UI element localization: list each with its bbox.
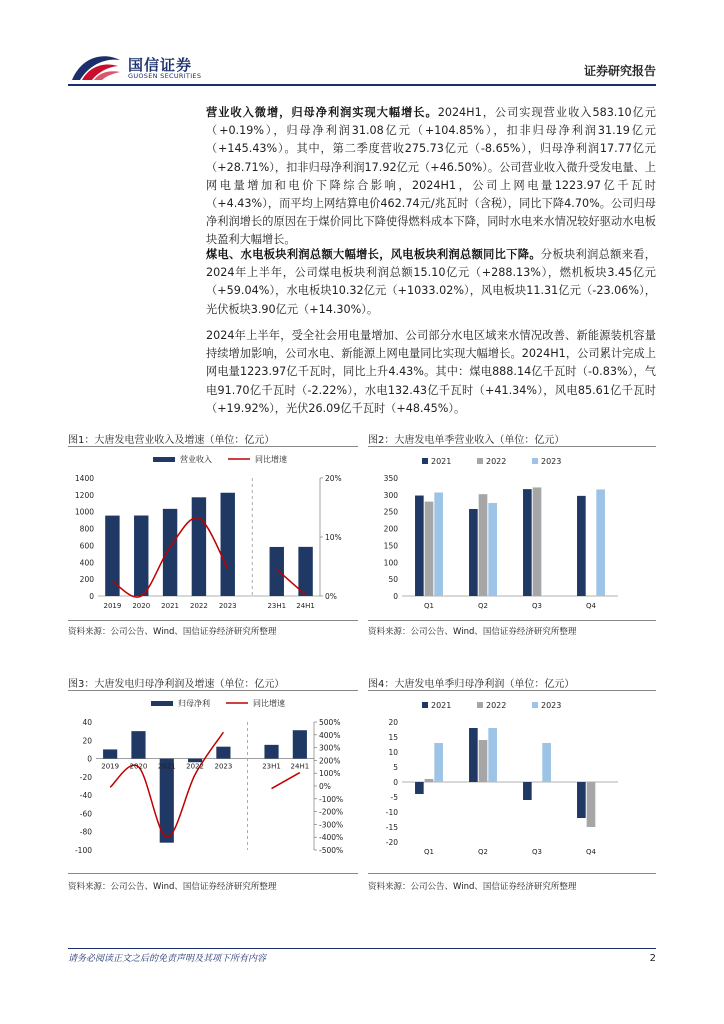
bar-2023 bbox=[221, 493, 235, 596]
y-tick-label: 15 bbox=[388, 733, 398, 742]
y-tick-label: -100 bbox=[74, 846, 92, 855]
bar-2022-Q2 bbox=[479, 494, 488, 596]
y-tick-label: 150 bbox=[383, 541, 398, 551]
y-tick-label: 1000 bbox=[74, 507, 94, 517]
legend-label: 2021 bbox=[431, 457, 452, 466]
y2-tick-label: -200% bbox=[319, 807, 344, 817]
bar-2023-Q2 bbox=[488, 728, 497, 782]
figure-2-rule bbox=[368, 446, 656, 447]
y-tick-label: 1200 bbox=[74, 490, 94, 500]
bar-2022 bbox=[192, 497, 206, 596]
x-tick-label: Q4 bbox=[586, 602, 596, 610]
figure-3-source: 资料来源：公司公告、Wind、国信证券经济研究所整理 bbox=[68, 882, 277, 892]
legend-label: 营业收入 bbox=[180, 455, 212, 464]
figure-4-svg bbox=[368, 692, 656, 872]
y-tick-label: 400 bbox=[79, 558, 94, 568]
y-tick-label: 50 bbox=[388, 575, 398, 585]
bar-2021-Q2 bbox=[469, 509, 478, 596]
y-tick-label: -20 bbox=[385, 838, 398, 847]
y-tick-label: 0 bbox=[393, 778, 398, 787]
legend-swatch bbox=[532, 458, 538, 464]
bar-2019 bbox=[103, 749, 117, 758]
paragraph-text: 2024年上半年，受全社会用电量增加、公司部分水电区域来水情况改善、新能源装机容量持续增加影响，公司水电、新能源上网电量同比实现大幅增长。2024H1，公司累计完成上网电量1223.97亿千瓦时，同比上升4.43%。其中：煤电888.14亿千瓦时（-0.83%），气电91.70亿千瓦时（-2.22%），水电132.43亿千瓦时（+41.34%），风电85.61亿千瓦时（+19.92%），光伏26.09亿千瓦时（+48.45%）。 bbox=[206, 329, 656, 415]
legend-swatch bbox=[422, 458, 428, 464]
figure-3-rule bbox=[68, 690, 358, 691]
figure-4-chart bbox=[368, 692, 656, 872]
bar-2023-Q3 bbox=[542, 743, 551, 782]
y-tick-label: 300 bbox=[383, 490, 398, 500]
legend-label: 同比增速 bbox=[253, 699, 285, 708]
y-tick-label: 100 bbox=[383, 558, 398, 568]
report-type: 证券研究报告 bbox=[583, 64, 656, 78]
legend-label: 同比增速 bbox=[255, 455, 287, 464]
x-tick-label: 2020 bbox=[132, 602, 151, 610]
legend-swatch bbox=[477, 458, 483, 464]
x-tick-label: 2019 bbox=[103, 602, 122, 610]
y-tick-label: -80 bbox=[79, 827, 92, 837]
bar-2021-Q3 bbox=[523, 489, 532, 596]
x-tick-label: 2021 bbox=[157, 762, 176, 771]
y-tick-label: -5 bbox=[390, 793, 398, 802]
x-tick-label: 2023 bbox=[214, 762, 233, 771]
header-divider bbox=[68, 84, 656, 86]
figure-1-source: 资料来源：公司公告、Wind、国信证券经济研究所整理 bbox=[68, 627, 277, 637]
figure-4-source: 资料来源：公司公告、Wind、国信证券经济研究所整理 bbox=[368, 882, 577, 892]
paragraph-lead: 煤电、水电板块利润总额大幅增长，风电板块利润总额同比下降。 bbox=[206, 248, 541, 261]
x-tick-label: 2020 bbox=[129, 762, 148, 771]
bar-2021-Q4 bbox=[577, 496, 586, 596]
bar-2020 bbox=[131, 731, 145, 758]
figure-3-svg bbox=[68, 692, 358, 872]
y2-tick-label: 200% bbox=[319, 756, 341, 766]
legend-label: 2021 bbox=[431, 701, 452, 710]
paragraph-text: 2024H1，公司实现营业收入583.10亿元（+0.19%），归母净利润31.08亿元（+104.85%），扣非归母净利润31.19亿元（+145.43%）。其中，第二季度营收275.73亿元（-8.65%），归母净利润17.77亿元（+28.71%），扣非归母净利润17.92亿元（+46.50%）。公司营业收入微升受发电量、上网电量增加和电价下降综合影响，2024H1，公司上网电量1223.97亿千瓦时（+4.43%），而平均上网结算电价462.74元/兆瓦时（含税），同比下降4.70%。公司归母净利润增长的原因在于煤价同比下降使得燃料成本下降，同时水电来水情况较好驱动水电板块盈利大幅增长。 bbox=[206, 106, 656, 247]
y-tick-label: -15 bbox=[385, 823, 398, 832]
bar-2022-Q1 bbox=[425, 502, 434, 596]
y-tick-label: 1400 bbox=[74, 474, 94, 483]
bar-24H1 bbox=[298, 547, 312, 596]
legend-label: 2023 bbox=[541, 457, 562, 466]
bar-2023-Q1 bbox=[434, 743, 443, 782]
figure-3-chart bbox=[68, 692, 358, 872]
paragraph-revenue bbox=[206, 104, 656, 250]
y2-tick-label: 0% bbox=[325, 592, 337, 601]
y-tick-label: -60 bbox=[79, 809, 92, 819]
footer-divider bbox=[68, 948, 656, 949]
company-name-cn: 国信证券 bbox=[128, 56, 193, 74]
figure-1-chart bbox=[68, 448, 358, 620]
company-name-en: GUOSEN SECURITIES bbox=[128, 72, 202, 80]
figure-2-title: 图2：大唐发电单季营业收入（单位：亿元） bbox=[368, 435, 565, 446]
bar-2023-Q2 bbox=[488, 503, 497, 596]
y-tick-label: 40 bbox=[82, 718, 92, 727]
x-tick-label: Q1 bbox=[424, 848, 434, 856]
bar-2021-Q4 bbox=[577, 782, 586, 818]
figure-4-title: 图4：大唐发电单季归母净利润（单位：亿元） bbox=[368, 679, 575, 690]
x-tick-label: 2019 bbox=[101, 762, 120, 771]
y2-tick-label: -300% bbox=[319, 820, 344, 830]
footer-disclaimer: 请务必阅读正文之后的免责声明及其项下所有内容 bbox=[68, 954, 267, 964]
legend-swatch bbox=[532, 702, 538, 708]
x-tick-label: Q4 bbox=[586, 848, 596, 856]
x-tick-label: 2022 bbox=[189, 602, 208, 610]
figure-1-bottom-rule bbox=[68, 620, 358, 621]
y2-tick-label: 300% bbox=[319, 743, 341, 753]
legend-swatch bbox=[153, 457, 175, 462]
paragraph-segments bbox=[206, 246, 656, 319]
legend-swatch bbox=[477, 702, 483, 708]
bar-2021 bbox=[163, 509, 177, 596]
figure-1-title: 图1：大唐发电营业收入及增速（单位：亿元） bbox=[68, 435, 275, 446]
bar-2019 bbox=[105, 516, 119, 596]
bar-2023 bbox=[216, 747, 230, 759]
bar-2020 bbox=[134, 516, 148, 596]
bar-23H1 bbox=[270, 547, 284, 596]
growth-line-half-year bbox=[272, 773, 300, 789]
y-tick-label: 0 bbox=[87, 754, 92, 764]
legend-swatch bbox=[422, 702, 428, 708]
y2-tick-label: 20% bbox=[325, 474, 342, 483]
bar-2021-Q2 bbox=[469, 728, 478, 782]
paragraph-lead: 营业收入微增，归母净利润实现大幅增长。 bbox=[206, 106, 438, 119]
figure-1-rule bbox=[68, 446, 358, 447]
bar-2022-Q1 bbox=[425, 779, 434, 782]
legend-label: 2023 bbox=[541, 701, 562, 710]
figure-4-rule bbox=[368, 690, 656, 691]
x-tick-label: 2022 bbox=[186, 762, 205, 771]
x-tick-label: Q1 bbox=[424, 602, 434, 610]
bar-2022-Q4 bbox=[587, 782, 596, 827]
bar-2021-Q1 bbox=[415, 496, 424, 596]
bar-2022-Q2 bbox=[479, 740, 488, 782]
y-tick-label: 800 bbox=[79, 524, 94, 534]
y2-tick-label: 10% bbox=[325, 533, 342, 542]
y2-tick-label: -400% bbox=[319, 833, 344, 843]
x-tick-label: Q3 bbox=[532, 848, 542, 856]
figure-2-bottom-rule bbox=[368, 620, 656, 621]
x-tick-label: 23H1 bbox=[267, 602, 287, 610]
legend-label: 归母净利 bbox=[178, 699, 210, 708]
x-tick-label: Q3 bbox=[532, 602, 542, 610]
y-tick-label: 5 bbox=[393, 763, 398, 772]
y2-tick-label: 0% bbox=[319, 782, 331, 791]
figure-2-source: 资料来源：公司公告、Wind、国信证券经济研究所整理 bbox=[368, 627, 577, 637]
paragraph-text: 分板块利润总额来看，2024年上半年，公司煤电板块利润总额15.10亿元（+288.13%），燃机板块3.45亿元（+59.04%），水电板块10.32亿元（+1033.02%），风电板块11.31亿元（-23.06%），光伏板块3.90亿元（+14.30%）。 bbox=[206, 248, 656, 316]
bar-2023-Q1 bbox=[434, 492, 443, 596]
x-tick-label: 24H1 bbox=[296, 602, 315, 610]
y-tick-label: 200 bbox=[383, 524, 398, 534]
bar-2021-Q3 bbox=[523, 782, 532, 800]
bar-2023-Q4 bbox=[596, 489, 605, 596]
bar-2021-Q1 bbox=[415, 782, 424, 794]
y2-tick-label: -500% bbox=[319, 846, 344, 855]
y-tick-label: 200 bbox=[79, 575, 94, 585]
x-tick-label: 2021 bbox=[161, 602, 179, 610]
y-tick-label: -20 bbox=[79, 772, 92, 782]
figure-2-svg bbox=[368, 448, 656, 620]
y-tick-label: 350 bbox=[383, 474, 398, 483]
figure-1-svg bbox=[68, 448, 358, 620]
x-tick-label: 23H1 bbox=[262, 762, 281, 771]
y-tick-label: 600 bbox=[79, 541, 94, 551]
x-tick-label: 2023 bbox=[218, 602, 237, 610]
y-tick-label: -40 bbox=[79, 791, 92, 801]
y-tick-label: -10 bbox=[385, 808, 398, 817]
bar-23H1 bbox=[264, 745, 278, 759]
company-logo bbox=[68, 50, 124, 88]
legend-label: 2022 bbox=[486, 701, 507, 710]
bar-24H1 bbox=[293, 730, 307, 758]
legend-swatch bbox=[151, 701, 173, 706]
page-number: 2 bbox=[649, 953, 656, 964]
figure-3-bottom-rule bbox=[68, 873, 358, 874]
y-tick-label: 0 bbox=[89, 592, 94, 601]
y-tick-label: 250 bbox=[383, 507, 398, 517]
guosen-logo-icon bbox=[68, 50, 124, 84]
x-tick-label: 24H1 bbox=[290, 762, 310, 771]
figure-4-bottom-rule bbox=[368, 873, 656, 874]
y-tick-label: 0 bbox=[393, 592, 398, 601]
figure-3-title: 图3：大唐发电归母净利润及增速（单位：亿元） bbox=[68, 679, 285, 690]
y2-tick-label: -100% bbox=[319, 794, 344, 804]
legend-label: 2022 bbox=[486, 457, 507, 466]
bar-2022-Q3 bbox=[533, 487, 542, 596]
y2-tick-label: 100% bbox=[319, 769, 341, 779]
x-tick-label: Q2 bbox=[478, 848, 488, 856]
y-tick-label: 20 bbox=[388, 718, 398, 727]
paragraph-generation bbox=[206, 327, 656, 418]
y2-tick-label: 500% bbox=[319, 718, 341, 727]
y-tick-label: 10 bbox=[388, 748, 398, 757]
y-tick-label: 20 bbox=[82, 736, 92, 746]
figure-2-chart bbox=[368, 448, 656, 620]
y2-tick-label: 400% bbox=[319, 730, 341, 740]
x-tick-label: Q2 bbox=[478, 602, 488, 610]
